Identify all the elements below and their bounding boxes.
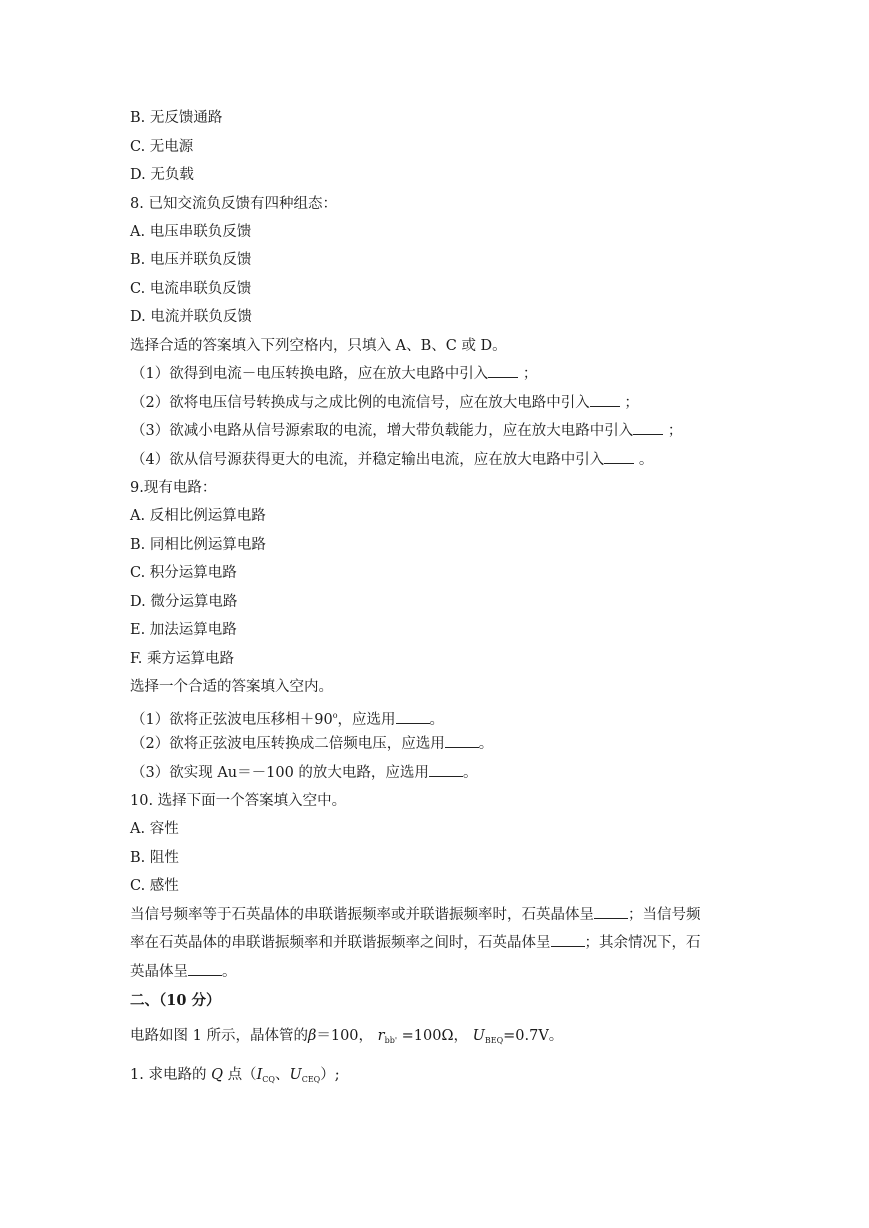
- answer-blank: [594, 905, 628, 919]
- q9-option-b: B. 同相比例运算电路: [130, 537, 266, 553]
- desc-b: ＝100，: [316, 1028, 374, 1044]
- q9-title: 9.现有电路：: [130, 480, 217, 496]
- q9-item-1-end: 。: [429, 711, 445, 728]
- q8-item-4-end: 。: [638, 452, 654, 468]
- answer-blank: [429, 763, 463, 777]
- q10-paragraph-line-1: [130, 905, 701, 925]
- q8-item-3-text: （3）欲减小电路从信号源索取的电流，增大带负载能力，应在放大电路中引入: [131, 423, 634, 439]
- q10-option-b: B. 阻性: [130, 850, 179, 866]
- q8-item-2-text: （2）欲将电压信号转换成与之成比例的电流信号，应在放大电路中引入: [131, 395, 590, 411]
- q1-sep: 、: [274, 1067, 290, 1083]
- q10-para-3a: 英晶体呈: [130, 964, 188, 980]
- answer-blank: [188, 962, 222, 976]
- r-subscript: bb': [384, 1036, 398, 1045]
- q10-para-2b: ；其余情况下，石: [584, 935, 701, 951]
- q9-item-2-end: 。: [478, 736, 494, 752]
- section-2-description: [130, 1026, 563, 1051]
- u-symbol: U: [472, 1028, 485, 1044]
- u2-subscript: CEQ: [301, 1075, 321, 1084]
- q8-option-b: B. 电压并联负反馈: [130, 252, 252, 268]
- q10-para-1a: 当信号频率等于石英晶体的串联谐振频率或并联谐振频率时，石英晶体呈: [130, 907, 594, 923]
- answer-blank: [604, 450, 634, 464]
- q9-item-1: [131, 706, 444, 730]
- beta-symbol: β: [307, 1028, 317, 1044]
- q9-item-2-text: （2）欲将正弦波电压转换成二倍频电压，应选用: [131, 736, 445, 752]
- q8-item-2-end: ；: [624, 395, 639, 411]
- q9-item-1-text: （1）欲将正弦波电压移相＋90: [131, 711, 333, 728]
- q10-option-c: C. 感性: [130, 878, 179, 894]
- q10-para-1b: ；当信号频: [628, 907, 701, 923]
- u-subscript: BEQ: [484, 1036, 504, 1045]
- q10-option-a: A. 容性: [130, 821, 179, 837]
- degree-sup: o: [332, 711, 338, 720]
- q8-item-2: [131, 393, 639, 413]
- q7-option-b: B. 无反馈通路: [130, 110, 223, 126]
- answer-blank: [590, 393, 620, 407]
- q8-option-a: A. 电压串联负反馈: [130, 224, 252, 240]
- q9-item-3-end: 。: [462, 765, 478, 781]
- answer-blank: [445, 734, 479, 748]
- q8-item-4-text: （4）欲从信号源获得更大的电流，并稳定输出电流，应在放大电路中引入: [131, 452, 605, 468]
- q9-option-a: A. 反相比例运算电路: [130, 508, 266, 524]
- q-symbol: Q: [211, 1067, 223, 1083]
- q8-option-d: D. 电流并联负反馈: [130, 309, 252, 325]
- q9-option-f: F. 乘方运算电路: [130, 651, 235, 667]
- section-2-heading: 二、（10 分）: [130, 992, 221, 1009]
- q1-a: 1. 求电路的: [130, 1067, 207, 1083]
- q10-paragraph-line-3: [130, 962, 237, 982]
- section-2-question-1: [130, 1065, 340, 1090]
- i-subscript: CQ: [262, 1075, 275, 1084]
- u2-symbol: U: [289, 1067, 302, 1083]
- desc-d: =0.7V。: [503, 1028, 564, 1044]
- answer-blank: [488, 364, 518, 378]
- q8-title: 8. 已知交流负反馈有四种组态：: [130, 196, 337, 212]
- answer-blank: [551, 933, 585, 947]
- q7-option-d: D. 无负载: [130, 167, 194, 183]
- q8-item-4: [131, 450, 653, 470]
- q9-item-3-text: （3）欲实现 Au＝－100 的放大电路，应选用: [131, 765, 429, 781]
- q8-option-c: C. 电流串联负反馈: [130, 281, 252, 297]
- q7-option-c: C. 无电源: [130, 139, 194, 155]
- q9-option-e: E. 加法运算电路: [130, 622, 237, 638]
- q10-para-3b: 。: [222, 964, 237, 980]
- q10-title: 10. 选择下面一个答案填入空中。: [130, 793, 347, 809]
- q8-instruction: 选择合适的答案填入下列空格内，只填入 A、B、C 或 D。: [130, 338, 507, 354]
- r-symbol: r: [377, 1028, 385, 1044]
- q8-item-1-text: （1）欲得到电流－电压转换电路，应在放大电路中引入: [131, 366, 489, 382]
- desc-c: =100Ω，: [401, 1028, 468, 1044]
- q9-option-d: D. 微分运算电路: [130, 594, 238, 610]
- answer-blank: [396, 710, 430, 724]
- q9-item-3: [131, 763, 477, 783]
- q8-item-3: [131, 421, 682, 441]
- q9-item-2: [131, 734, 493, 754]
- i-symbol: I: [256, 1067, 263, 1083]
- desc-a: 电路如图 1 所示，晶体管的: [130, 1028, 308, 1044]
- q10-paragraph-line-2: [130, 933, 701, 953]
- answer-blank: [633, 421, 663, 435]
- q8-item-1-end: ；: [522, 366, 538, 382]
- q9-option-c: C. 积分运算电路: [130, 565, 237, 581]
- q1-c: ）;: [320, 1067, 340, 1083]
- q9-item-1-text2: ，应选用: [337, 711, 396, 728]
- q1-b: 点（: [227, 1067, 257, 1083]
- q8-item-1: [131, 364, 537, 384]
- q10-para-2a: 率在石英晶体的串联谐振频率和并联谐振频率之间时，石英晶体呈: [130, 935, 551, 951]
- q9-instruction: 选择一个合适的答案填入空内。: [130, 679, 333, 695]
- q8-item-3-end: ；: [667, 423, 683, 439]
